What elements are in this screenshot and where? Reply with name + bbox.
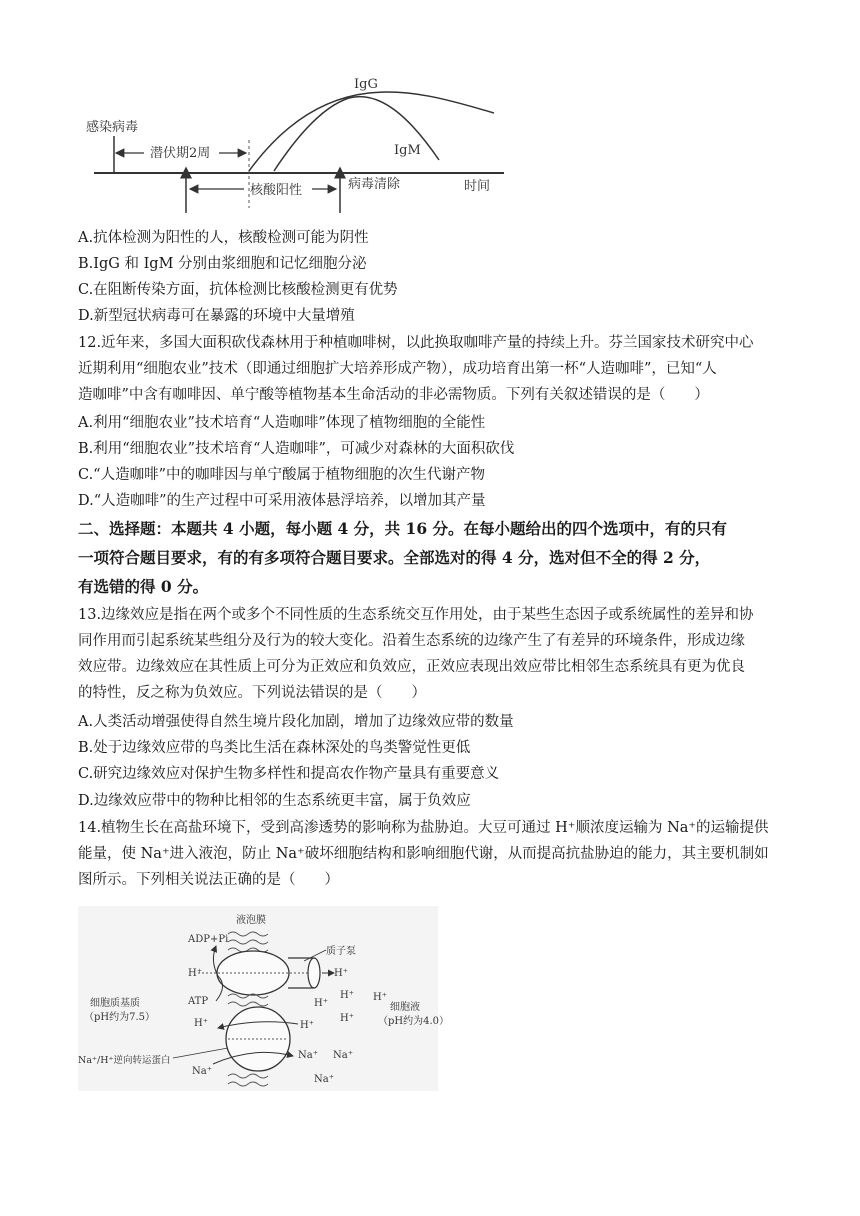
h-ion-label: H⁺ [194,1018,208,1029]
h-ion-label: H⁺ [314,998,328,1009]
q11-option-c: C.在阻断传染方面，抗体检测比核酸检测更有优势 [78,282,398,298]
na-ion-label: Na⁺ [333,1050,353,1061]
q12-stem-line: 造咖啡”中含有咖啡因、单宁酸等植物基本生命活动的非必需物质。下列有关叙述错误的是（ ） [78,387,709,403]
q13-stem-line: 效应带。边缘效应在其性质上可分为正效应和负效应，正效应表现出效应带比相邻生态系统具有更为优良 [78,659,745,675]
cytoplasm-ph-label: （pH约为7.5） [84,1012,156,1023]
na-ion-label: Na⁺ [298,1050,318,1061]
h-ion-label: H⁺ [340,990,354,1001]
q12-option-a: A.利用“细胞农业”技术培育“人造咖啡”体现了植物细胞的全能性 [78,415,486,431]
q12-stem-line: 近期利用“细胞农业”技术（即通过细胞扩大培养形成产物），成功培育出第一杯“人造咖啡”，已知“人 [78,361,717,377]
q13-stem-line: 的特性，反之称为负效应。下列说法错误的是（ ） [78,685,426,701]
proton-channel-end [308,958,320,988]
section-heading-line: 有选错的得 0 分。 [78,577,209,596]
q13-option-c: C.研究边缘效应对保护生物多样性和提高农作物产量具有重要意义 [78,766,500,782]
antibody-timeline-figure [84,68,514,218]
q12-option-c: C.“人造咖啡”中的咖啡因与单宁酸属于植物细胞的次生代谢产物 [78,467,486,483]
cytoplasm-label: 细胞质基质 [90,998,140,1009]
atp-label: ATP [188,996,209,1007]
h-ion-label: H⁺ [373,992,387,1003]
section-heading-line: 一项符合题目要求，有的有多项符合题目要求。全部选对的得 4 分，选对但不全的得 2 分， [78,548,711,567]
q13-stem-line: 13.边缘效应是指在两个或多个不同性质的生态系统交互作用处，由于某些生态因子或系统属性的差异和协 [78,607,754,623]
nucleic-positive-label: 核酸阳性 [250,183,303,198]
na-ion-label: Na⁺ [314,1074,334,1085]
vacuole-label: 细胞液 [390,1002,420,1013]
tonoplast-label: 液泡膜 [236,915,266,926]
q12-option-d: D.“人造咖啡”的生产过程中可采用液体悬浮培养，以增加其产量 [78,493,486,509]
proton-pump-label: 质子泵 [326,946,356,957]
infection-label: 感染病毒 [86,120,139,135]
section-heading-line: 二、选择题：本题共 4 小题，每小题 4 分，共 16 分。在每小题给出的四个选项中，有的只有 [78,519,728,538]
q14-stem-line: 能量，使 Na⁺进入液泡，防止 Na⁺破坏细胞结构和影响细胞代谢，从而提高抗盐胁迫的能力，其主要机制如 [78,846,769,862]
q13-stem-line: 同作用而引起系统某些组分及行为的较大变化。沿着生态系统的边缘产生了有差异的环境条件，形成边缘 [78,633,745,649]
q12-option-b: B.利用“细胞农业”技术培育“人造咖啡”，可减少对森林的大面积砍伐 [78,441,515,457]
vacuole-mechanism-figure [78,906,450,1091]
igg-label: IgG [354,77,378,92]
igm-label: IgM [394,143,421,158]
h-ion-label: H⁺ [334,968,348,979]
h-ion-label: H⁺ [340,1013,354,1024]
antiporter-label: Na⁺/H⁺逆向转运蛋白 [78,1055,171,1066]
vacuole-ph-label: （pH约为4.0） [378,1016,450,1027]
igg-curve [249,92,494,171]
q11-option-b: B.IgG 和 IgM 分别由浆细胞和记忆细胞分泌 [78,256,367,272]
time-label: 时间 [464,179,491,194]
q13-option-b: B.处于边缘效应带的鸟类比生活在森林深处的鸟类警觉性更低 [78,740,471,756]
q13-option-a: A.人类活动增强使得自然生境片段化加剧，增加了边缘效应带的数量 [78,714,514,730]
h-ion-label: H⁺ [188,968,202,979]
q12-stem-line: 12.近年来，多国大面积砍伐森林用于种植咖啡树，以此换取咖啡产量的持续上升。芬兰国家技术研究中心 [78,335,754,351]
incubation-label: 潜伏期2周 [150,146,211,161]
q11-option-d: D.新型冠状病毒可在暴露的环境中大量增殖 [78,308,355,324]
q11-option-a: A.抗体检测为阳性的人，核酸检测可能为阴性 [78,230,369,246]
virus-cleared-label: 病毒清除 [348,177,401,192]
q14-stem-line: 14.植物生长在高盐环境下，受到高渗透势的影响称为盐胁迫。大豆可通过 H⁺顺浓度运输为 Na⁺的运输提供 [78,820,769,836]
igm-curve [274,97,439,171]
adp-pi-label: ADP+Pi [188,934,229,945]
q13-option-d: D.边缘效应带中的物种比相邻的生态系统更丰富，属于负效应 [78,793,471,809]
na-ion-label: Na⁺ [192,1066,212,1077]
h-ion-label: H⁺ [300,1020,314,1031]
q14-stem-line: 图所示。下列相关说法正确的是（ ） [78,872,339,888]
